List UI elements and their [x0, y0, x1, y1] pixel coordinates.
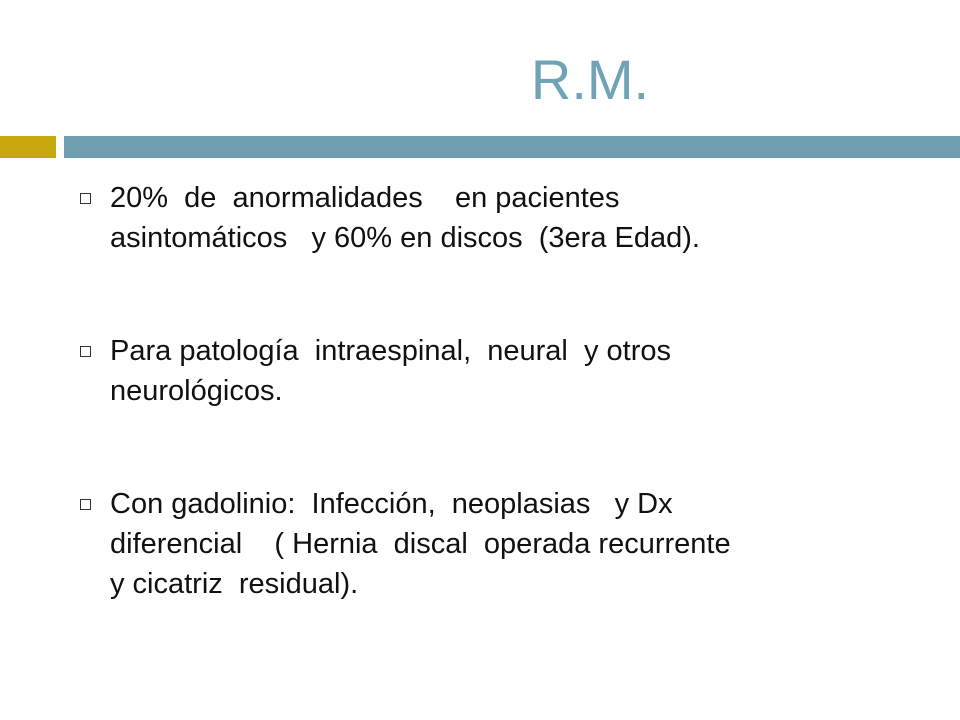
bullet-item — [74, 178, 934, 258]
bullet-text: Con gadolinio: Infección, neoplasias y Dx diferencial ( Hernia discal operada recurrente y cicatriz residual). — [110, 488, 731, 600]
bullet-text: 20% de anormalidades en pacientes asintomáticos y 60% en discos (3era Edad). — [110, 182, 700, 254]
bullet-item — [74, 484, 934, 604]
accent-bar — [0, 136, 56, 158]
title-divider-bar — [64, 136, 960, 158]
bullet-text: Para patología intraespinal, neural y otros neurológicos. — [110, 335, 671, 407]
slide-title: R.M. — [530, 48, 650, 111]
square-bullet-icon — [80, 346, 91, 357]
bullet-item — [74, 331, 934, 411]
square-bullet-icon — [80, 499, 91, 510]
square-bullet-icon — [80, 193, 91, 204]
bullet-list — [74, 178, 934, 604]
